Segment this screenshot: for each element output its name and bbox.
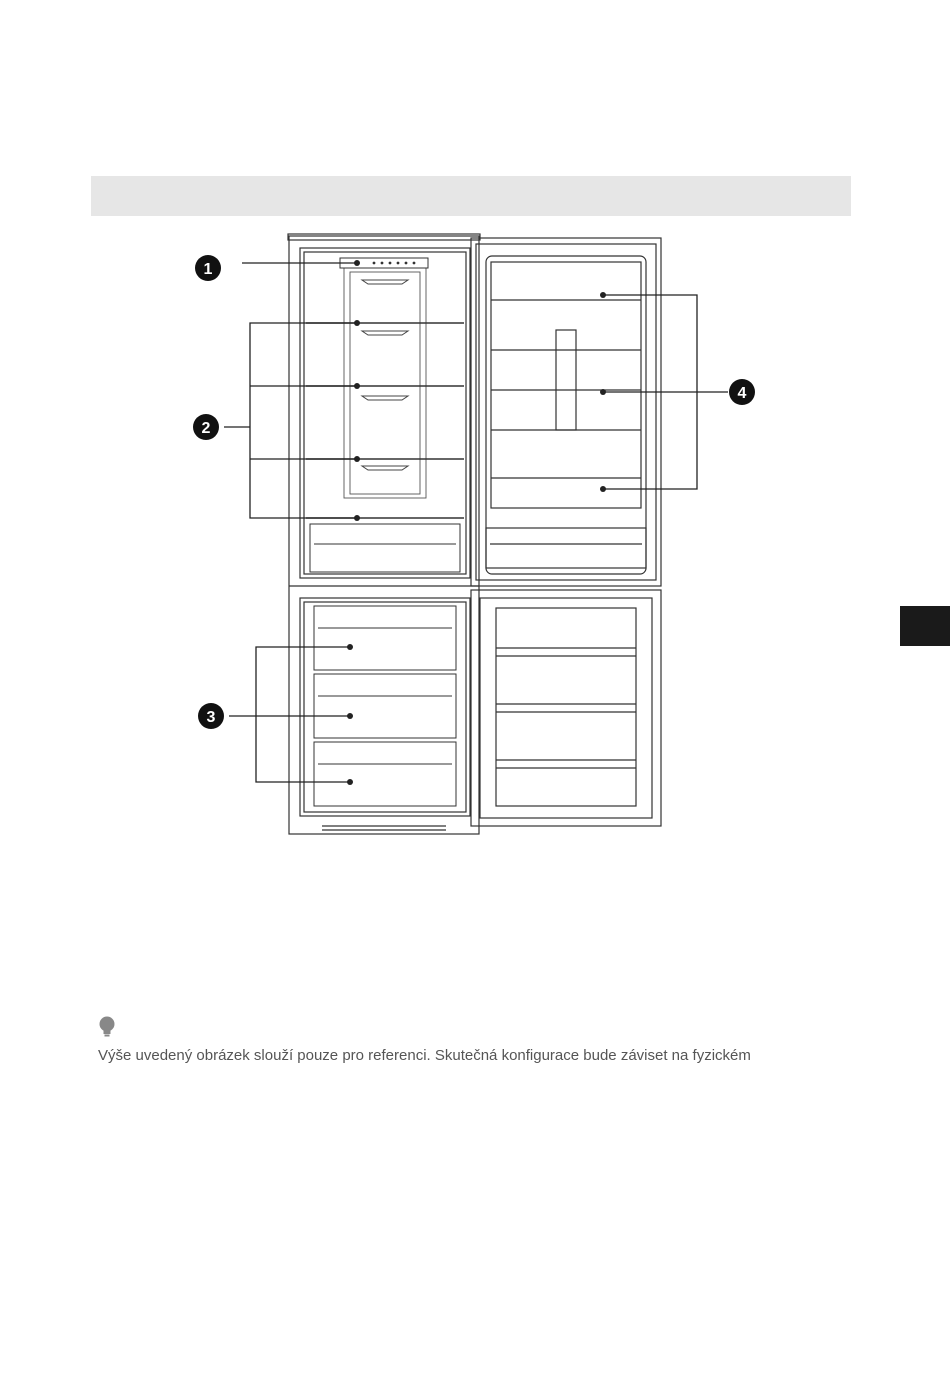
callout-marker-4 bbox=[729, 379, 755, 405]
freezer-door bbox=[471, 590, 661, 826]
callout-marker-3 bbox=[198, 703, 224, 729]
air-duct bbox=[344, 268, 426, 498]
callout-marker-2 bbox=[193, 414, 219, 440]
fridge-door bbox=[471, 238, 661, 586]
freezer-drawers bbox=[314, 606, 456, 806]
callout-number-3: 3 bbox=[206, 709, 216, 726]
note-text: Výše uvedený obrázek slouží pouze pro referenci. Skutečná konfigurace bude záviset na fyzickém bbox=[98, 1047, 751, 1064]
fridge-shelves bbox=[306, 323, 464, 518]
vents bbox=[362, 280, 408, 470]
lightbulb-icon bbox=[98, 1016, 116, 1038]
callout-marker-1 bbox=[195, 255, 221, 281]
crisper-drawer bbox=[310, 524, 460, 572]
callout-number-4: 4 bbox=[737, 385, 747, 402]
callout-number-1: 1 bbox=[203, 261, 213, 278]
fridge-body bbox=[288, 234, 480, 834]
callout-number-2: 2 bbox=[201, 420, 211, 437]
